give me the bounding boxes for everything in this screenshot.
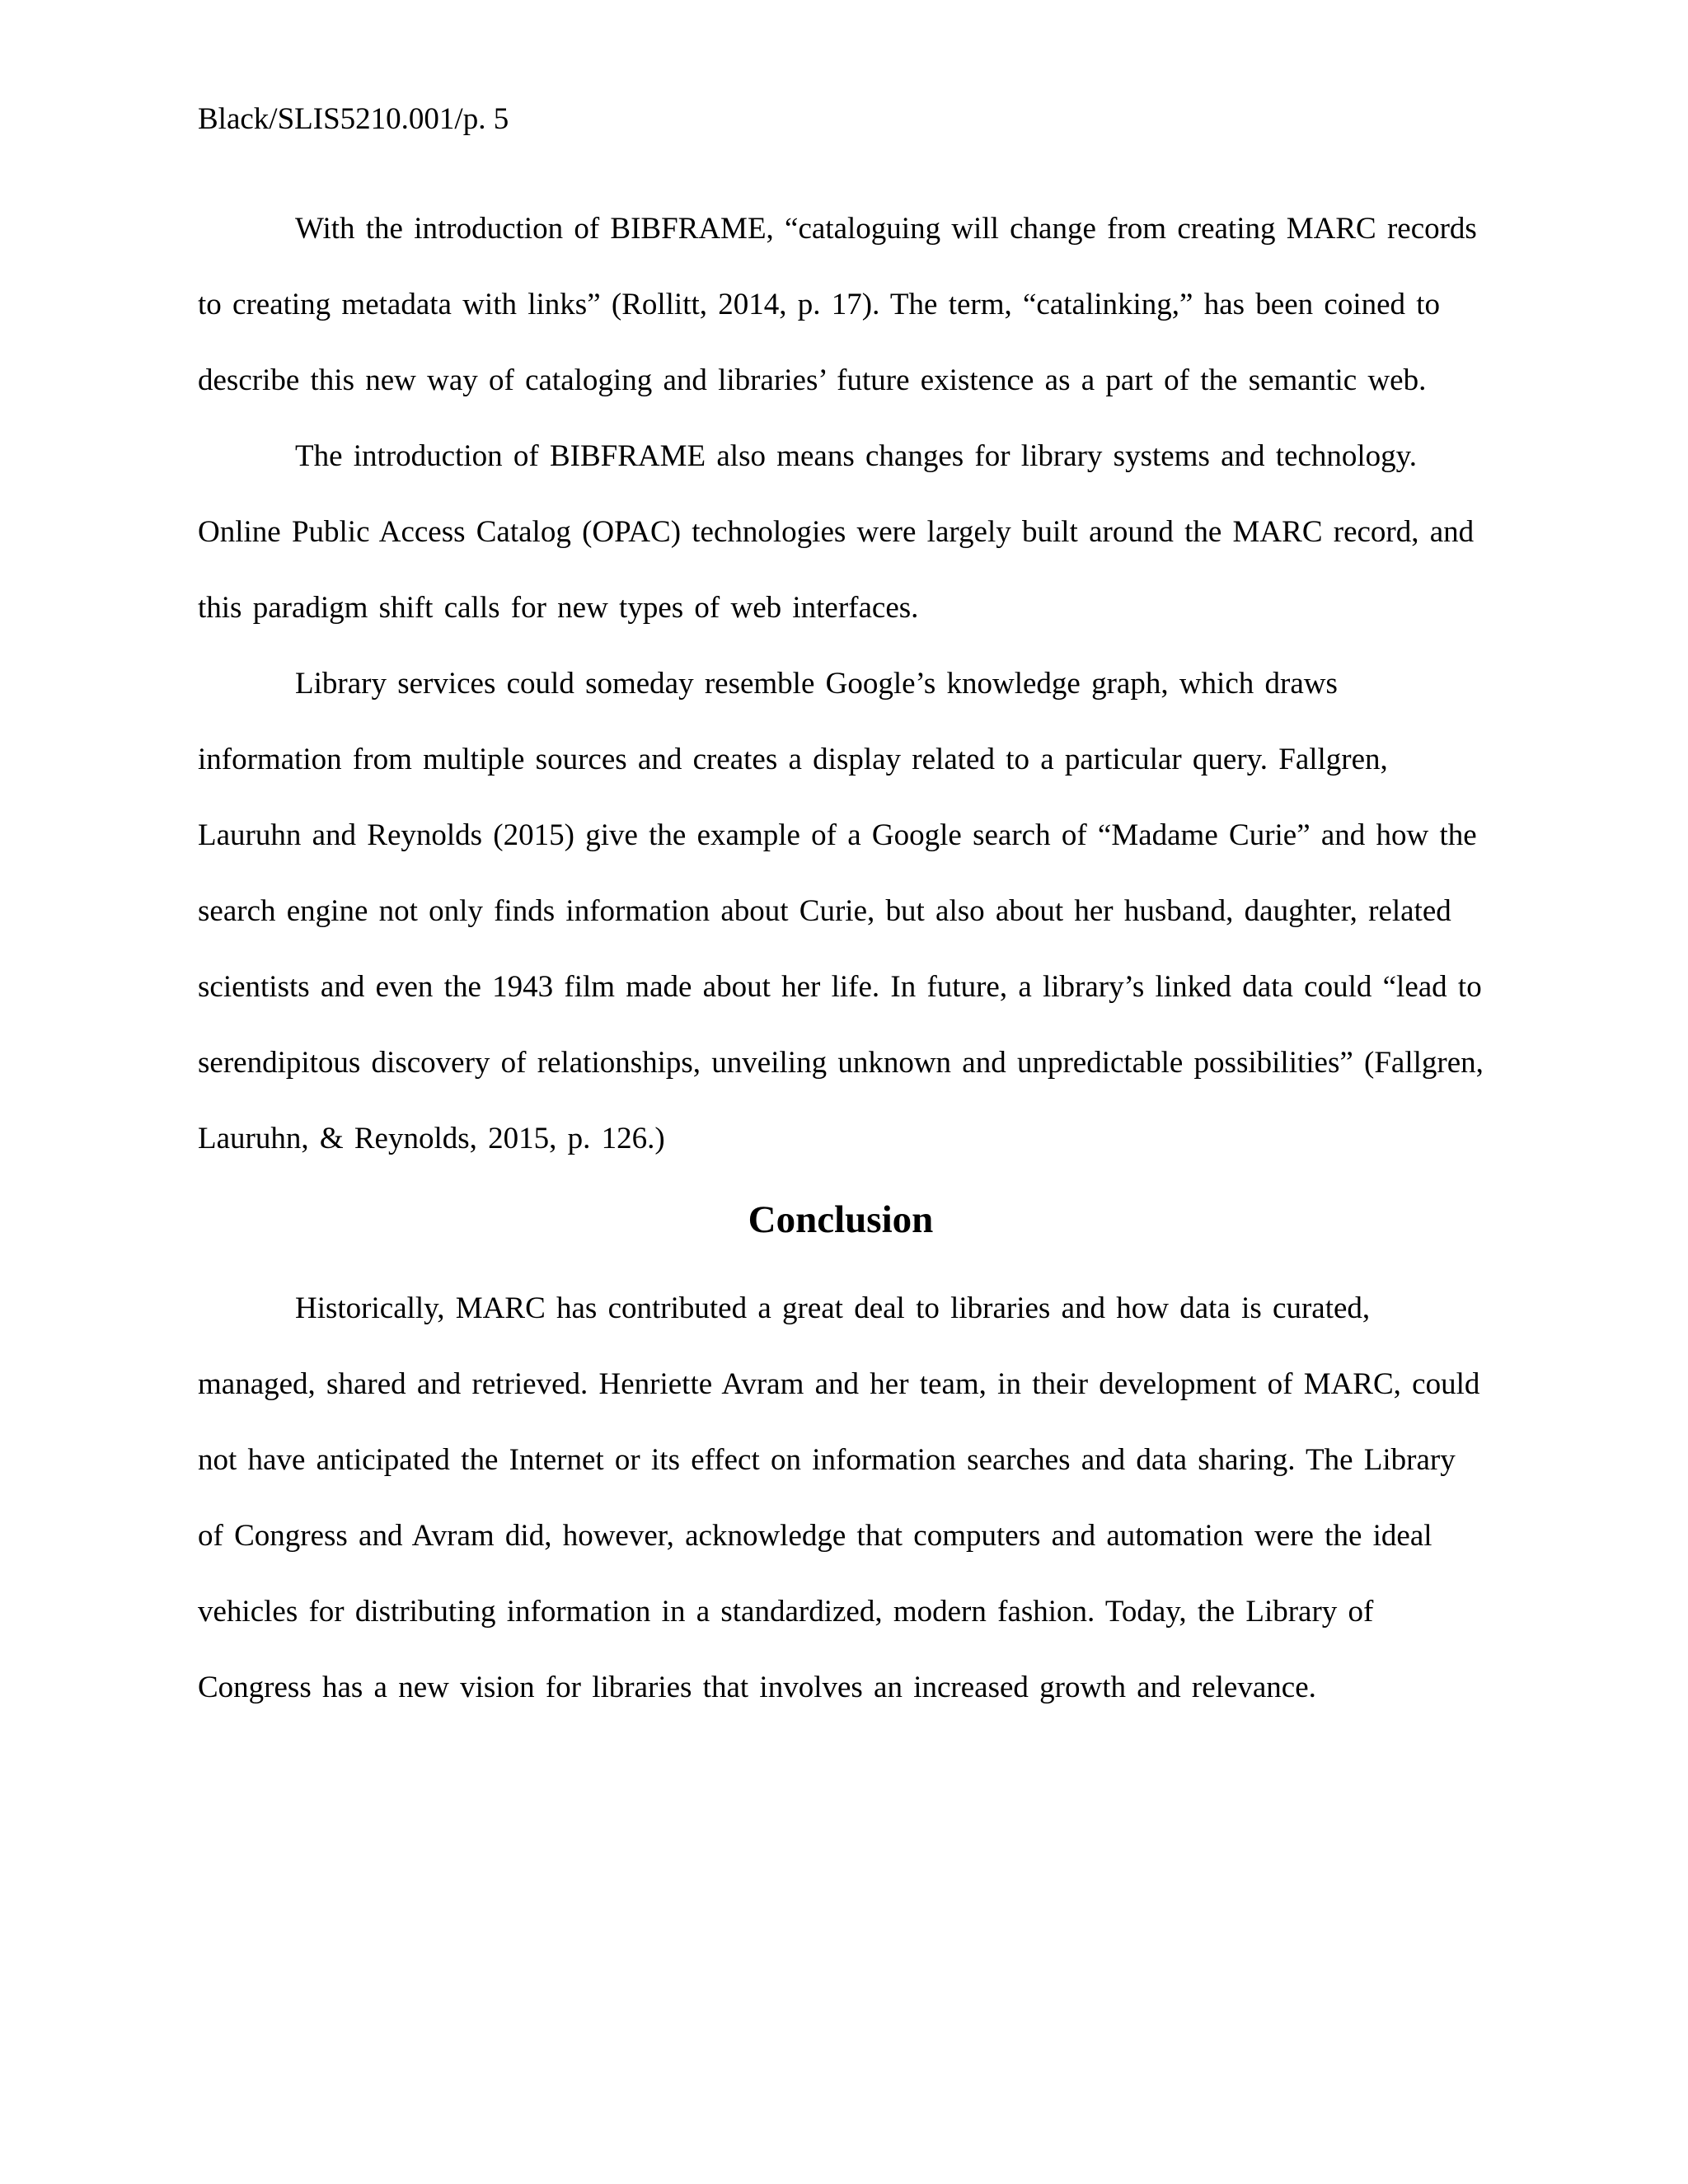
paragraph-conclusion: Historically, MARC has contributed a great deal to libraries and how data is curated, managed, shared and retrieved. Henriette Avram and her team, in their development of MARC, could not have anticipated the Internet or its effect on information searches and data sharing. The Library of Congress and Avram did, however, acknowledge that computers and automation were the ideal vehicles for distributing information in a standardized, modern fashion. Today, the Library of Congress has a new vision for libraries that involves an increased growth and relevance. — [198, 1291, 1480, 1704]
section-heading-conclusion: Conclusion — [748, 1198, 934, 1241]
running-head: Black/SLIS5210.001/p. 5 — [198, 102, 509, 136]
paragraph-library-systems: The introduction of BIBFRAME also means changes for library systems and technology. Online Public Access Catalog (OPAC) technologies were largely built around the MARC record, and this paradigm shift calls for new types of web interfaces. — [198, 439, 1475, 625]
paragraph-bibframe-cataloguing: With the introduction of BIBFRAME, “cataloguing will change from creating MARC records to creating metadata with links” (Rollitt, 2014, p. 17). The term, “catalinking,” has been coined to describe this new way of cataloging and libraries’ future existence as a part of the semantic web. — [198, 212, 1477, 397]
paragraph-knowledge-graph: Library services could someday resemble Google’s knowledge graph, which draws information from multiple sources and creates a display related to a particular query. Fallgren, Lauruhn and Reynolds (2015) give the example of a Google search of “Madame Curie” and how the search engine not only finds information about Curie, but also about her husband, daughter, related scientists and even the 1943 film made about her life. In future, a library’s linked data could “lead to serendipitous discovery of relationships, unveiling unknown and unpredictable possibilities” (Fallgren, Lauruhn, & Reynolds, 2015, p. 126.) — [198, 667, 1484, 1155]
document-body — [198, 191, 1484, 1726]
